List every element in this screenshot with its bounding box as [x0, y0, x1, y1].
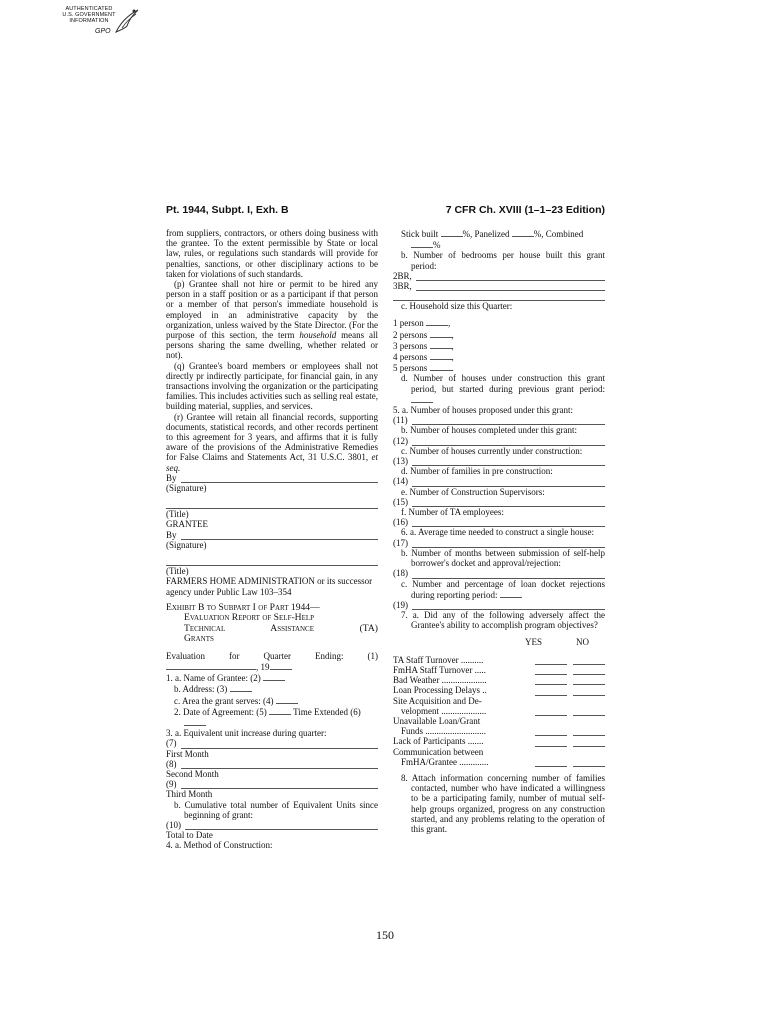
- person-4-label: 4 persons: [393, 352, 428, 363]
- year-field[interactable]: [270, 661, 292, 670]
- q5c: c. Number of houses currently under construction:: [401, 445, 583, 456]
- br2-field[interactable]: [416, 272, 605, 281]
- row-2br: [393, 271, 605, 281]
- eval-year: , 19: [256, 661, 270, 672]
- factor-no[interactable]: [567, 757, 605, 767]
- factor-no[interactable]: [567, 726, 605, 736]
- q1b: [166, 683, 378, 694]
- factor-no[interactable]: [567, 655, 605, 665]
- q6c: [393, 579, 605, 600]
- by-line-1: [166, 473, 378, 483]
- panelized-field[interactable]: [512, 228, 534, 237]
- q4d: [393, 373, 605, 405]
- field-11[interactable]: [412, 416, 605, 425]
- factor-row: [393, 685, 605, 695]
- factor-yes[interactable]: [529, 757, 567, 767]
- paragraph-r: [166, 412, 378, 473]
- q4d-field[interactable]: [411, 394, 433, 403]
- combined: %, Combined: [533, 229, 584, 239]
- field-19[interactable]: [412, 601, 605, 610]
- exhibit-heading-2: Evaluation Report of Self-Help: [184, 612, 315, 624]
- combined-field[interactable]: [411, 239, 433, 248]
- factor-label: Communication between: [393, 746, 484, 757]
- q1c-text: c. Area the grant serves: (4): [174, 695, 274, 706]
- construction-method: [393, 228, 605, 250]
- by-label: By: [166, 472, 177, 483]
- paragraph-p: [166, 279, 378, 361]
- factor-label: Funds ...........................: [401, 726, 487, 737]
- factor-label: Loan Processing Delays ..: [393, 685, 487, 696]
- row-13: [393, 456, 605, 466]
- person-4: 4 persons ,: [393, 352, 454, 363]
- row-16: [393, 517, 605, 527]
- num-16: (16): [393, 517, 408, 528]
- num-15: (15): [393, 496, 408, 507]
- factor-no[interactable]: [567, 685, 605, 695]
- factor-label: TA Staff Turnover ..........: [393, 654, 484, 665]
- eval-quarter: Evaluation for Quarter Ending: (1): [166, 650, 378, 661]
- eval-year-line: [166, 661, 378, 672]
- person-3: 3 persons ,: [393, 340, 454, 351]
- factor-table: [393, 655, 605, 767]
- row-10: [166, 820, 378, 830]
- factor-label: velopment ....................: [401, 705, 487, 716]
- q2b-field[interactable]: [184, 717, 206, 726]
- person-1: 1 person ,: [393, 318, 451, 329]
- q2b-text: Time Extended (6): [293, 706, 361, 717]
- yes-no-header: [393, 637, 605, 647]
- title-caption: (Title): [166, 509, 189, 520]
- factor-yes[interactable]: [529, 726, 567, 736]
- q1b-field[interactable]: [230, 683, 252, 692]
- q6c-text: c. Number and percentage of loan docket rejections during reporting period:: [401, 578, 605, 600]
- title-field-2[interactable]: [166, 556, 378, 566]
- field-10[interactable]: [185, 821, 378, 830]
- num-14: (14): [393, 476, 408, 487]
- q4c: c. Household size this Quarter:: [401, 301, 513, 312]
- person-5-field[interactable]: [430, 362, 452, 371]
- factor-yes[interactable]: [529, 665, 567, 675]
- factor-yes[interactable]: [529, 685, 567, 695]
- field-14[interactable]: [412, 478, 605, 487]
- third-month: Third Month: [166, 789, 213, 800]
- factor-row: [393, 726, 605, 736]
- br2: 2BR,: [393, 270, 412, 281]
- by-label-2: By: [166, 529, 177, 540]
- person-2: 2 persons ,: [393, 329, 454, 340]
- person-2-field[interactable]: [430, 329, 452, 338]
- quarter-field[interactable]: [166, 661, 256, 670]
- q5f: f. Number of TA employees:: [401, 507, 504, 518]
- field-13[interactable]: [412, 457, 605, 466]
- no-header: NO: [576, 636, 589, 647]
- factor-label: Bad Weather ....................: [393, 675, 487, 686]
- gpo-line-1: AUTHENTICATED: [65, 6, 113, 12]
- q4d-text: d. Number of houses under construction this grant period, but started during previous grant period:: [401, 373, 605, 394]
- factor-yes[interactable]: [529, 736, 567, 746]
- field-17[interactable]: [412, 539, 605, 548]
- q8: 8. Attach information concerning number of families contacted, number who have indicated a willingness to be a participating family, number of mutual self-help groups organized, progress on any construction started, and any problems relating to the operation of this grant.: [401, 772, 605, 834]
- br3-field[interactable]: [416, 282, 605, 291]
- q5a: 5. a. Number of houses proposed under this grant:: [393, 405, 573, 416]
- factor-label: FmHA/Grantee .............: [401, 756, 489, 767]
- q6b: b. Number of months between submission of self-help borrower's docket and approval/rejection:: [401, 547, 605, 569]
- title-caption-2: (Title): [166, 566, 189, 577]
- q3a: 3. a. Equivalent unit increase during quarter:: [166, 728, 327, 739]
- row-7: [166, 738, 378, 748]
- signature-field[interactable]: [181, 474, 378, 483]
- signature-caption-2: (Signature): [166, 539, 207, 550]
- pct: %: [433, 240, 441, 251]
- paragraph-q: (q) Grantee's board members or employees shall not directly pr indirectly participate, for financial gain, in any transactions involving the organization or the participating families. This includes activities such as selling real estate, building material, supplies, and services.: [166, 360, 378, 412]
- row-12: [393, 436, 605, 446]
- person-5: 5 persons .: [393, 363, 454, 374]
- signature-field-2[interactable]: [181, 531, 378, 540]
- q2: [166, 706, 378, 728]
- et-seq: et seq.: [166, 452, 378, 473]
- header-part: Pt. 1944, Subpt. I, Exh. B: [166, 204, 289, 216]
- field-16[interactable]: [412, 518, 605, 527]
- field-12[interactable]: [412, 437, 605, 446]
- gpo-authentication-badge: [58, 6, 142, 42]
- row-14: [393, 476, 605, 486]
- factor-row: [393, 655, 605, 665]
- yes-header: YES: [524, 636, 542, 647]
- term-household: household: [299, 330, 337, 341]
- num-11: (11): [393, 415, 408, 426]
- signature-caption: (Signature): [166, 483, 207, 494]
- second-month: Second Month: [166, 768, 219, 779]
- grantee-label: GRANTEE: [166, 519, 208, 530]
- factor-yes[interactable]: [529, 655, 567, 665]
- stick-field[interactable]: [441, 228, 463, 237]
- eagle-icon: [112, 6, 142, 36]
- by-line-2: [166, 530, 378, 540]
- intro-paragraph: from suppliers, contractors, or others doing business with the grantee. To the extent permissible by State or local law, rules, or regulations such standards will provide for penalties, sanctions, or other disciplinary actions to be taken for violations of such standards.: [166, 228, 378, 279]
- num-18: (18): [393, 568, 408, 579]
- q4a: 4. a. Method of Construction:: [166, 840, 273, 851]
- q5b: b. Number of houses completed under this grant:: [401, 425, 577, 436]
- q6c-field[interactable]: [500, 589, 522, 598]
- factor-row: [393, 696, 605, 706]
- row-3br: [393, 281, 605, 291]
- row-15: [393, 497, 605, 507]
- q1a-field[interactable]: [263, 672, 285, 681]
- person-1-label: 1 person: [393, 318, 424, 329]
- q1a-text: 1. a. Name of Grantee: (2): [166, 673, 261, 684]
- factor-no[interactable]: [567, 675, 605, 685]
- factor-no[interactable]: [567, 736, 605, 746]
- row-19: [393, 600, 605, 610]
- fmha-label: FARMERS HOME ADMINISTRATION or its successor agency under Public Law 103–354: [166, 576, 373, 597]
- header-edition: 7 CFR Ch. XVIII (1–1–23 Edition): [445, 204, 605, 216]
- field-9[interactable]: [181, 780, 379, 789]
- person-3-field[interactable]: [430, 340, 452, 349]
- num-10: (10): [166, 819, 181, 830]
- factor-row: [393, 665, 605, 675]
- q2-text: 2. Date of Agreement: (5): [174, 706, 267, 717]
- paragraph-r-text: (r) Grantee will retain all financial records, supporting documents, statistical records, and other records pertinent to this agreement for 3 years, and affirms that it is fully aware of the provisions of the Administrative Remedies for False Claims and Statements Act, 31 U.S.C. 3801,: [166, 411, 378, 463]
- factor-row: [393, 757, 605, 767]
- right-column: [393, 228, 605, 834]
- panelized: %, Panelized: [462, 229, 510, 239]
- factor-no[interactable]: [567, 665, 605, 675]
- left-column: [166, 228, 378, 851]
- factor-row: [393, 716, 605, 726]
- exhibit-heading-3: Technical Assistance (TA): [184, 622, 378, 634]
- factor-label: FmHA Staff Turnover .....: [393, 664, 486, 675]
- q5d: d. Number of families in pre construction:: [401, 466, 553, 477]
- gpo-mark: GPO: [95, 28, 111, 35]
- num-13: (13): [393, 456, 408, 467]
- total-to-date: Total to Date: [166, 830, 213, 841]
- q6a: 6. a. Average time needed to construct a single house:: [401, 527, 595, 538]
- running-header: [166, 204, 605, 218]
- q1c: [166, 695, 378, 706]
- row-17: [393, 538, 605, 548]
- q7a: 7. a. Did any of the following adversely affect the Grantee's ability to accomplish program objectives?: [401, 610, 605, 631]
- gpo-line-2: U.S. GOVERNMENT: [62, 12, 116, 18]
- factor-no[interactable]: [567, 706, 605, 716]
- row-18: [393, 568, 605, 578]
- person-4-field[interactable]: [430, 351, 452, 360]
- factor-label: Unavailable Loan/Grant: [393, 715, 481, 726]
- q3b: b. Cumulative total number of Equivalent Units since beginning of grant:: [174, 799, 378, 820]
- num-8: (8): [166, 758, 177, 769]
- q1c-field[interactable]: [276, 695, 298, 704]
- first-month: First Month: [166, 748, 209, 759]
- person-2-label: 2 persons: [393, 329, 428, 340]
- num-19: (19): [393, 599, 408, 610]
- row-11: [393, 415, 605, 425]
- extra-line[interactable]: [393, 291, 605, 301]
- field-8[interactable]: [181, 760, 379, 769]
- row-8: [166, 759, 378, 769]
- factor-label: Site Acquisition and De-: [393, 695, 482, 706]
- q4b: b. Number of bedrooms per house built this grant period:: [401, 250, 605, 271]
- person-5-label: 5 persons: [393, 363, 428, 374]
- paragraph-p-end: means all persons sharing the same dwelling, whether related or not).: [166, 330, 378, 361]
- stick-built: Stick built: [401, 229, 439, 239]
- q2-field[interactable]: [269, 706, 291, 715]
- factor-row: [393, 736, 605, 746]
- gpo-line-3: INFORMATION: [69, 18, 109, 24]
- paragraph-p-text: (p) Grantee shall not hire or permit to be hired any person in a staff position or as a participant if that person or a member of that person's immediate household is employed in an administrative capacity by the organization, unless waived by the State Director. (For the purpose of this section, the term: [166, 279, 378, 341]
- num-12: (12): [393, 435, 408, 446]
- num-17: (17): [393, 537, 408, 548]
- factor-yes[interactable]: [529, 706, 567, 716]
- factor-row: [393, 747, 605, 757]
- field-18[interactable]: [412, 570, 605, 579]
- exhibit-heading-4: Grants: [184, 633, 214, 645]
- page-number: 150: [376, 928, 394, 942]
- person-1-field[interactable]: [426, 317, 448, 326]
- row-9: [166, 779, 378, 789]
- field-7[interactable]: [181, 740, 379, 749]
- q1a: [166, 672, 378, 683]
- title-field[interactable]: [166, 499, 378, 509]
- person-3-label: 3 persons: [393, 340, 428, 351]
- q1b-text: b. Address: (3): [174, 684, 228, 695]
- factor-yes[interactable]: [529, 675, 567, 685]
- field-15[interactable]: [412, 498, 605, 507]
- factor-row: [393, 706, 605, 716]
- br3: 3BR,: [393, 281, 412, 292]
- num-7: (7): [166, 738, 177, 749]
- exhibit-heading-1: Exhibit B to Subpart I of Part 1944—: [166, 601, 320, 613]
- num-9: (9): [166, 779, 177, 790]
- factor-label: Lack of Participants .......: [393, 736, 484, 747]
- q5e: e. Number of Construction Supervisors:: [401, 486, 545, 497]
- factor-row: [393, 675, 605, 685]
